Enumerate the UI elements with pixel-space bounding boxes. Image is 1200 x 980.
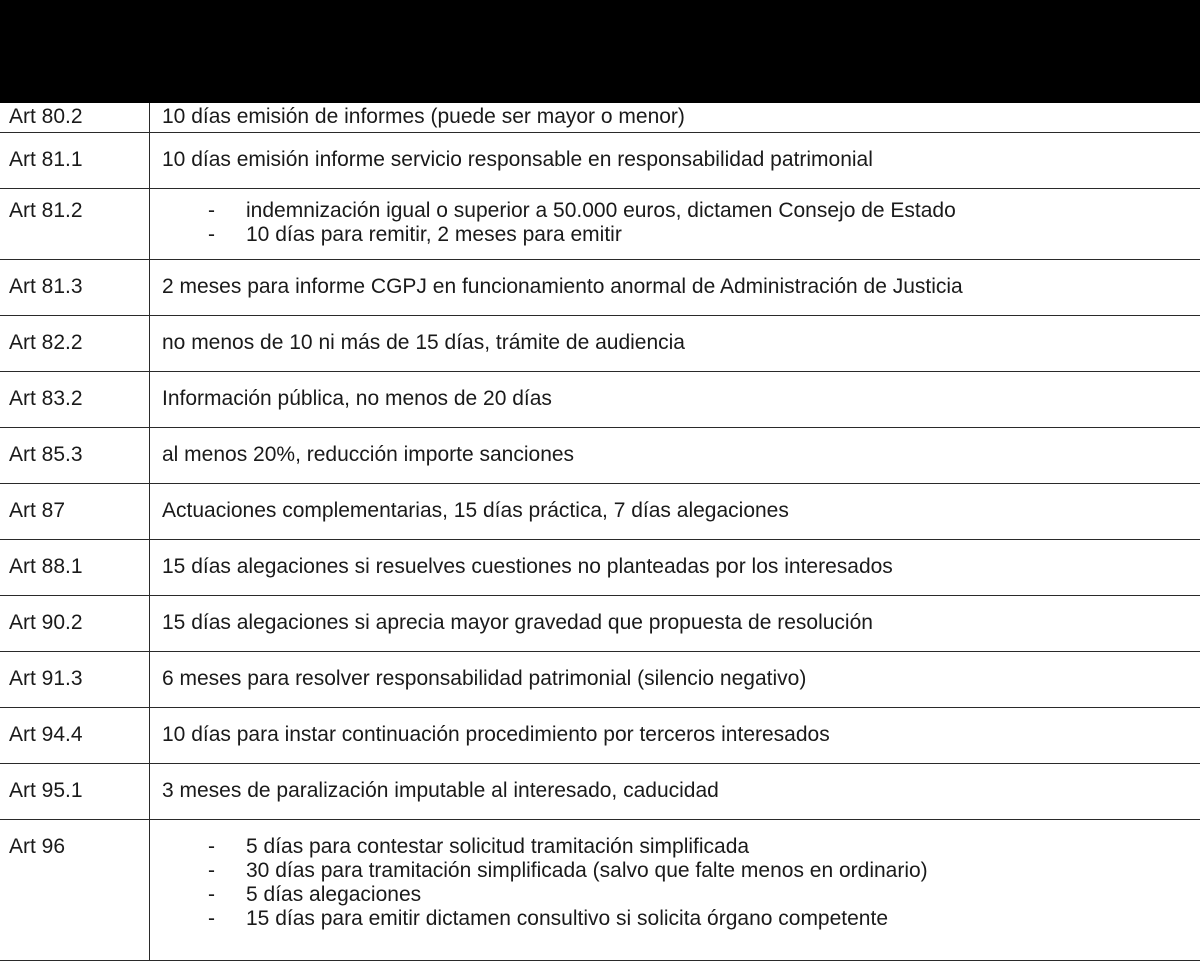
table-row xyxy=(0,820,1200,961)
article-ref: Art 80.2 xyxy=(9,105,83,128)
article-cell xyxy=(0,652,150,708)
list-item: - 5 días alegaciones xyxy=(202,883,1200,907)
article-cell xyxy=(0,133,150,189)
article-ref: Art 81.3 xyxy=(9,275,83,298)
article-ref: Art 90.2 xyxy=(9,611,83,634)
table-row xyxy=(0,484,1200,540)
description-cell xyxy=(150,189,1200,260)
table-row xyxy=(0,428,1200,484)
table-row xyxy=(0,596,1200,652)
table-row xyxy=(0,708,1200,764)
document-table-container xyxy=(0,78,1200,961)
list-item: - 15 días para emitir dictamen consultivo si solicita órgano competente xyxy=(202,907,1200,931)
article-cell xyxy=(0,820,150,961)
table-row xyxy=(0,372,1200,428)
article-cell xyxy=(0,708,150,764)
table-row xyxy=(0,260,1200,316)
description-cell xyxy=(150,484,1200,540)
article-cell xyxy=(0,540,150,596)
description-text: no menos de 10 ni más de 15 días, trámite de audiencia xyxy=(162,331,685,354)
description-cell xyxy=(150,260,1200,316)
list-item: - 10 días para remitir, 2 meses para emitir xyxy=(202,223,1200,247)
list-item: - 30 días para tramitación simplificada (salvo que falte menos en ordinario) xyxy=(202,859,1200,883)
description-text: 10 días para instar continuación procedimiento por terceros interesados xyxy=(162,723,830,746)
article-ref: Art 96 xyxy=(9,835,66,858)
description-text: 15 días alegaciones si resuelves cuestiones no planteadas por los interesados xyxy=(162,555,893,578)
table-row xyxy=(0,133,1200,189)
table-row xyxy=(0,316,1200,372)
article-cell xyxy=(0,428,150,484)
description-cell xyxy=(150,540,1200,596)
description-text: Información pública, no menos de 20 días xyxy=(162,387,552,410)
table-row xyxy=(0,189,1200,260)
table-row xyxy=(0,652,1200,708)
article-cell xyxy=(0,484,150,540)
description-cell xyxy=(150,316,1200,372)
description-cell xyxy=(150,652,1200,708)
article-ref: Art 82.2 xyxy=(9,331,83,354)
article-cell xyxy=(0,372,150,428)
article-cell xyxy=(0,316,150,372)
description-cell xyxy=(150,820,1200,961)
description-cell xyxy=(150,133,1200,189)
bullet-list xyxy=(162,199,1200,247)
deadlines-table xyxy=(0,78,1200,961)
description-text: 6 meses para resolver responsabilidad patrimonial (silencio negativo) xyxy=(162,667,807,690)
table-row xyxy=(0,540,1200,596)
article-ref: Art 81.1 xyxy=(9,148,83,171)
description-text: 2 meses para informe CGPJ en funcionamiento anormal de Administración de Justicia xyxy=(162,275,963,298)
redaction-bar xyxy=(0,0,1200,103)
table-row xyxy=(0,764,1200,820)
article-ref: Art 91.3 xyxy=(9,667,83,690)
description-text: 10 días emisión de informes (puede ser mayor o menor) xyxy=(162,105,685,128)
article-ref: Art 94.4 xyxy=(9,723,83,746)
article-ref: Art 81.2 xyxy=(9,199,83,222)
article-ref: Art 88.1 xyxy=(9,555,83,578)
list-item: - 5 días para contestar solicitud tramitación simplificada xyxy=(202,835,1200,859)
description-text: 3 meses de paralización imputable al interesado, caducidad xyxy=(162,779,719,802)
article-cell xyxy=(0,764,150,820)
description-text: al menos 20%, reducción importe sanciones xyxy=(162,443,575,466)
description-cell xyxy=(150,596,1200,652)
description-text: 10 días emisión informe servicio responsable en responsabilidad patrimonial xyxy=(162,148,873,171)
article-cell xyxy=(0,260,150,316)
article-cell xyxy=(0,596,150,652)
description-cell xyxy=(150,708,1200,764)
bullet-list xyxy=(162,835,1200,931)
article-ref: Art 95.1 xyxy=(9,779,83,802)
article-cell xyxy=(0,189,150,260)
description-text: Actuaciones complementarias, 15 días práctica, 7 días alegaciones xyxy=(162,499,789,522)
description-cell xyxy=(150,428,1200,484)
article-ref: Art 85.3 xyxy=(9,443,83,466)
description-cell xyxy=(150,764,1200,820)
list-item: - indemnización igual o superior a 50.000 euros, dictamen Consejo de Estado xyxy=(202,199,1200,223)
article-ref: Art 87 xyxy=(9,499,66,522)
description-cell xyxy=(150,372,1200,428)
article-ref: Art 83.2 xyxy=(9,387,83,410)
description-text: 15 días alegaciones si aprecia mayor gravedad que propuesta de resolución xyxy=(162,611,873,634)
